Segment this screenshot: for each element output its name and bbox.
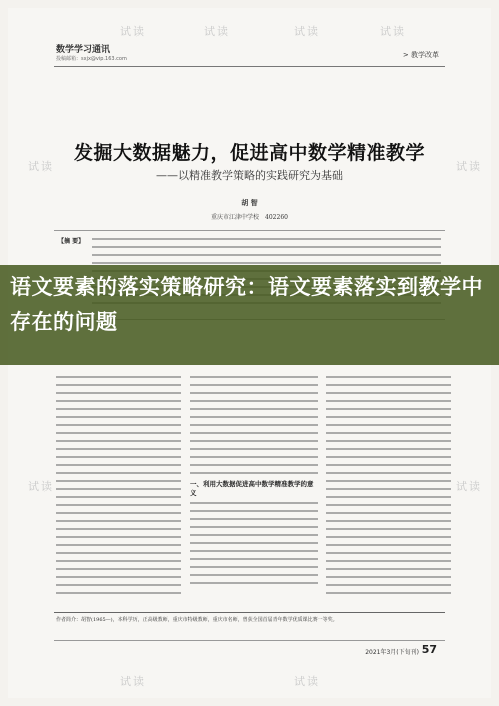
watermark: 试读 bbox=[28, 480, 54, 493]
footer-divider bbox=[54, 640, 445, 641]
article-title: 发掘大数据魅力，促进高中数学精准教学 bbox=[73, 142, 425, 164]
body-column-3 bbox=[326, 376, 451, 604]
watermark: 试读 bbox=[28, 160, 54, 173]
footnote-divider bbox=[54, 612, 445, 613]
watermark: 试读 bbox=[204, 25, 230, 38]
body-column-1 bbox=[56, 376, 181, 604]
watermark: 试读 bbox=[380, 25, 406, 38]
watermark: 试读 bbox=[294, 675, 320, 688]
abstract-label: 【摘 要】 bbox=[58, 238, 85, 245]
watermark: 试读 bbox=[120, 25, 146, 38]
header-divider bbox=[54, 66, 445, 67]
author-footnote: 作者简介：胡智(1965—)，本科学历，正高级教师，重庆市特级教师，重庆市名师，曾获全国首届青年数学优质课比赛一等奖。 bbox=[56, 617, 338, 623]
article-author: 胡 智 bbox=[241, 198, 258, 207]
watermark: 试读 bbox=[456, 160, 482, 173]
journal-title: 数学学习通讯 bbox=[56, 45, 111, 55]
body-column-2 bbox=[190, 376, 318, 604]
page-number: 57 bbox=[421, 643, 437, 656]
article-subtitle: ——以精准教学策略的实践研究为基础 bbox=[156, 169, 343, 182]
section-label: > 教学改革 bbox=[402, 51, 439, 59]
journal-contact: 投稿邮箱：sxjx@vip.163.com bbox=[56, 56, 127, 62]
watermark: 试读 bbox=[294, 25, 320, 38]
article-affiliation: 重庆市江津中学校 402260 bbox=[211, 214, 288, 221]
watermark: 试读 bbox=[120, 675, 146, 688]
overlay-headline: 语文要素的落实策略研究：语文要素落实到教学中存在的问题 bbox=[10, 275, 483, 334]
issue-label: 2021年3月(下旬刊) bbox=[365, 649, 419, 656]
section-heading: 一、利用大数据促进高中数学精准教学的意义 bbox=[190, 479, 314, 497]
watermark: 试读 bbox=[456, 480, 482, 493]
